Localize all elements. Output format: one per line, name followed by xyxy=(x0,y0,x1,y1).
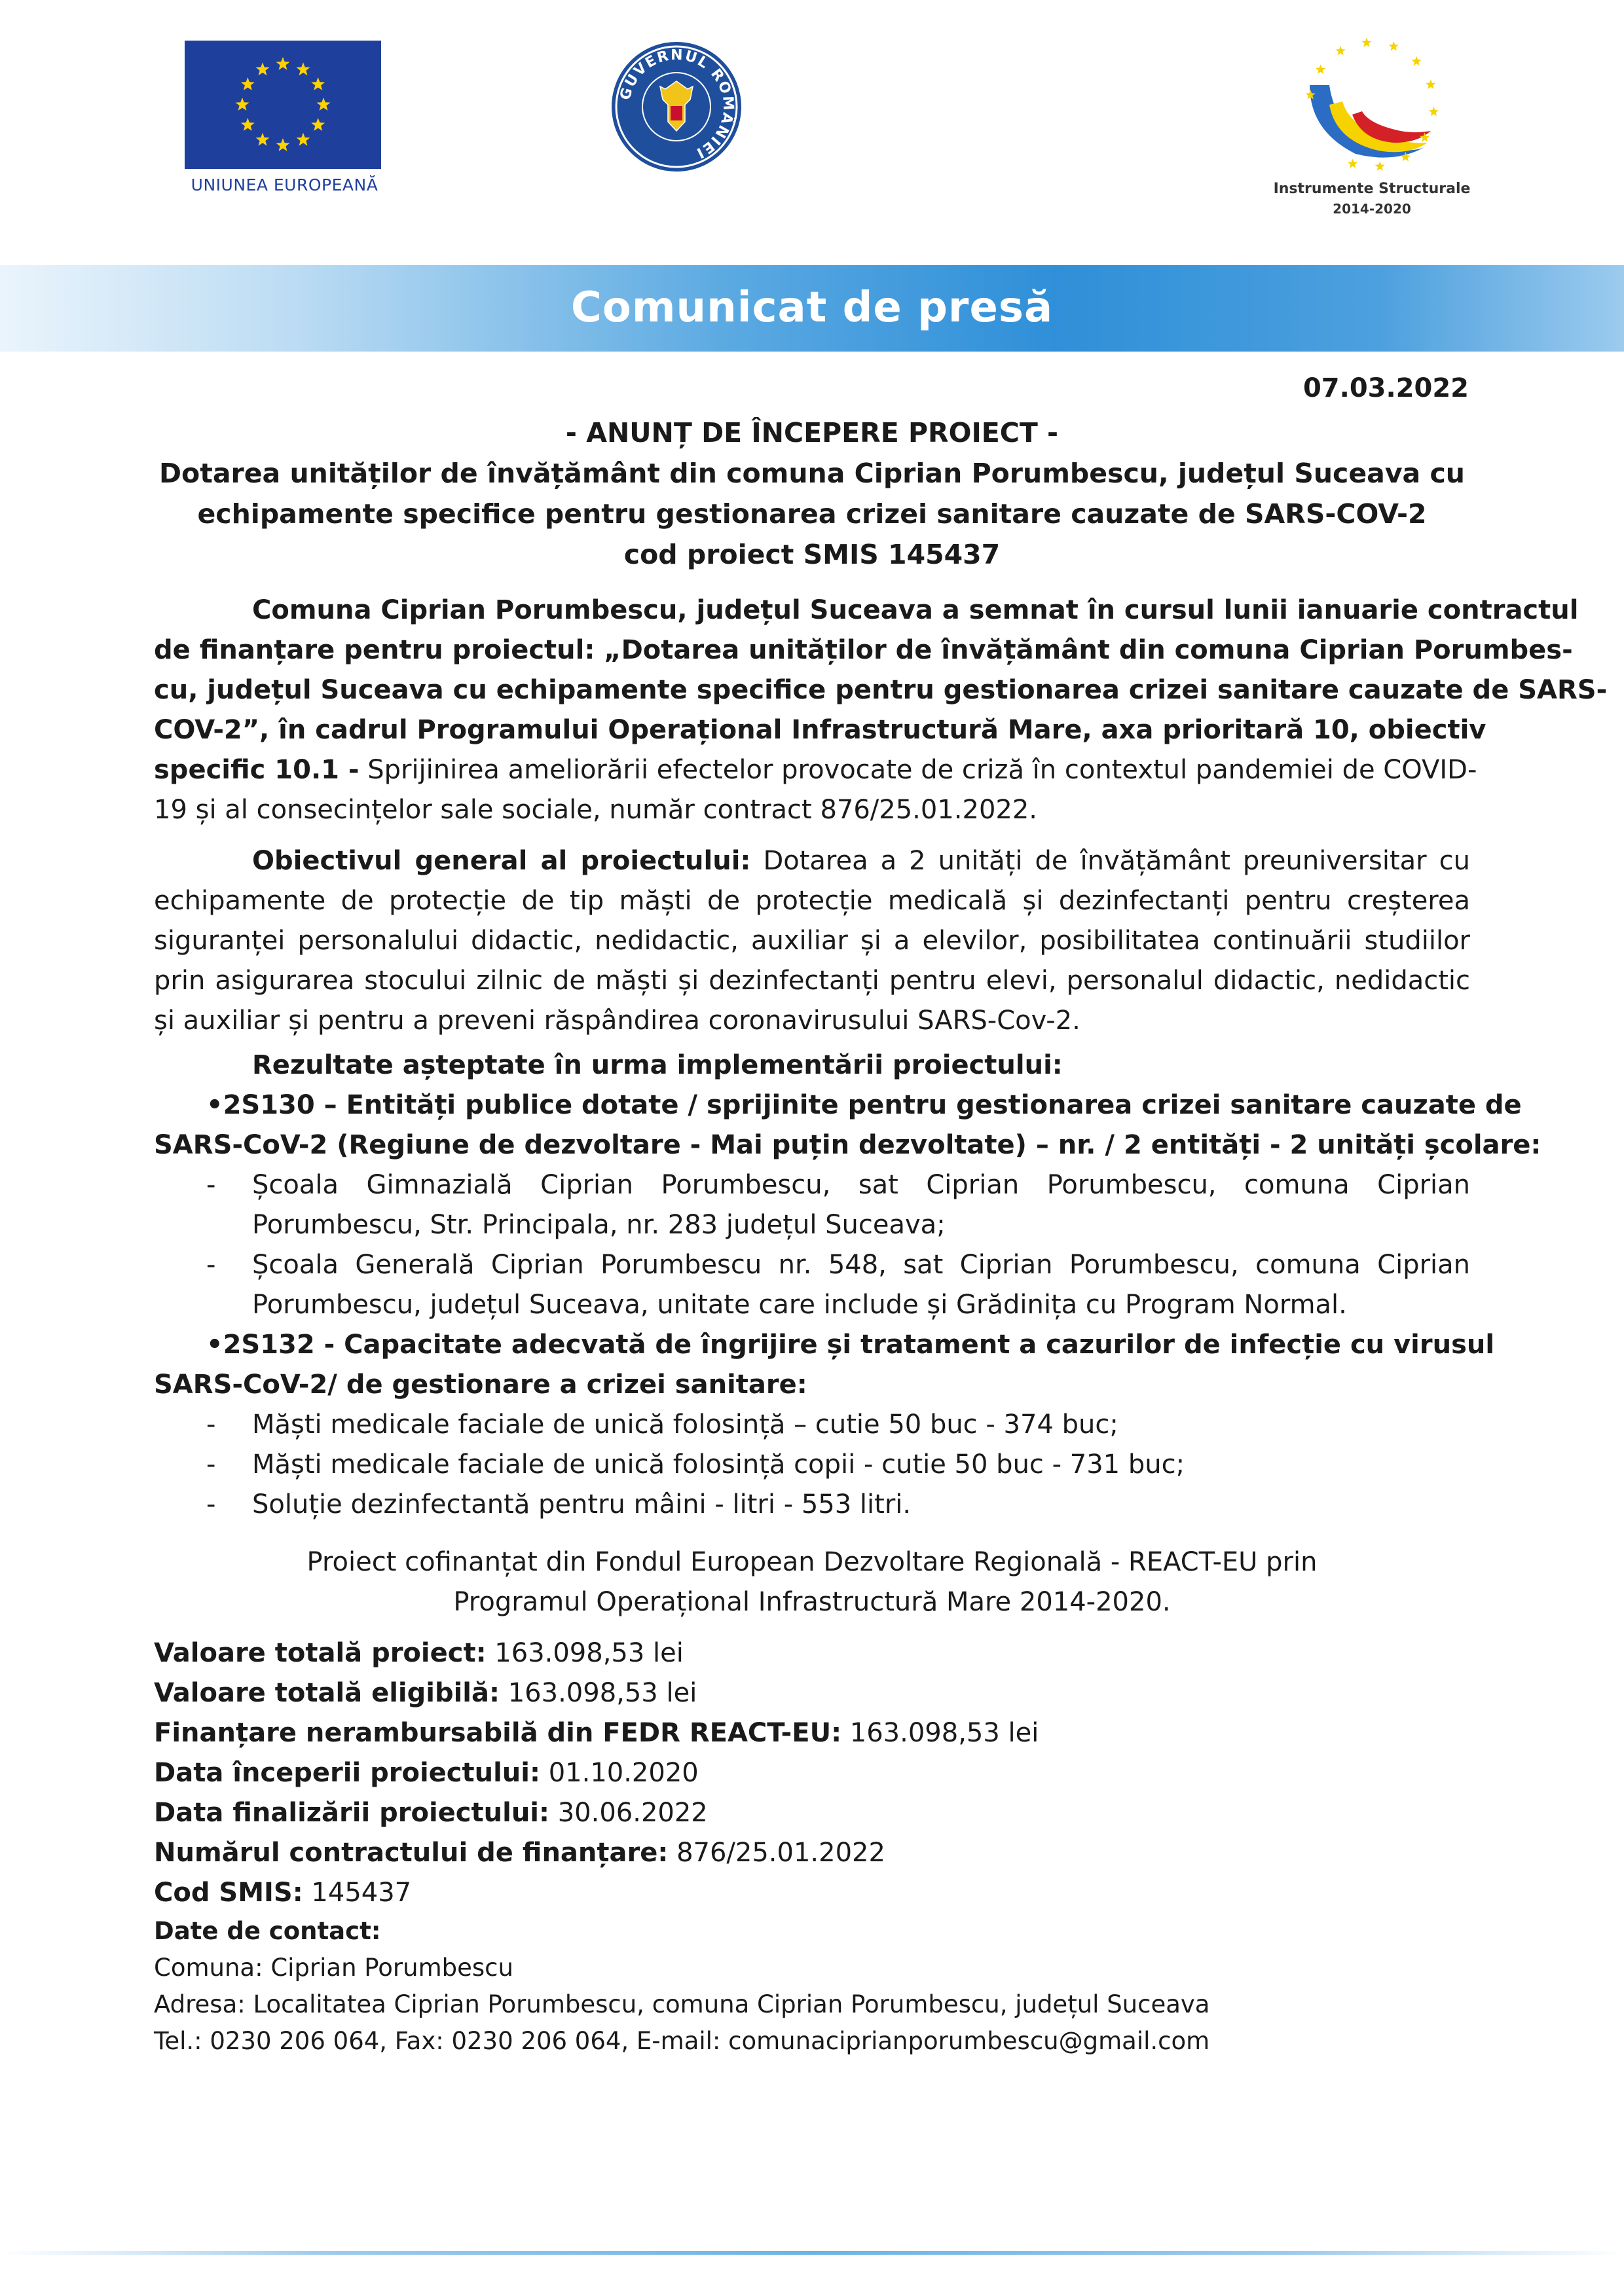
text-line: de finanțare pentru proiectul: „Dotarea unităților de învățământ din comuna Ciprian Porumbes- xyxy=(154,635,1573,665)
text-line: COV-2”, în cadrul Programului Operațional Infrastructură Mare, axa prioritară 10, obiectiv xyxy=(154,715,1486,745)
text-line: cu, județul Suceava cu echipamente specifice pentru gestionarea crizei sanitare cauzate de SARS- xyxy=(154,675,1608,705)
is-star-icon xyxy=(1426,79,1435,88)
detail-row-start: Data începerii proiectului: 01.10.2020 xyxy=(154,1758,699,1788)
bullet-icon: • xyxy=(206,1330,223,1360)
cofinance-line-2: Programul Operațional Infrastructură Mare 2014-2020. xyxy=(453,1587,1171,1617)
heading-line-3: echipamente specifice pentru gestionarea crizei sanitare cauzate de SARS-COV-2 xyxy=(197,498,1427,530)
contact-title: Date de contact: xyxy=(154,1917,381,1945)
announcement-heading xyxy=(154,412,1470,575)
text-line: prin asigurarea stocului zilnic de măști și dezinfectanți pentru elevi, personalul didactic, nedidactic xyxy=(154,966,1470,996)
result-bullet: • 2S132 - Capacitate adecvată de îngrijire și tratament a cazurilor de infecție cu virusul xyxy=(154,1325,1470,1365)
eu-star-icon xyxy=(236,98,249,111)
government-of-romania-logo xyxy=(610,41,743,173)
contact-details xyxy=(154,1913,1470,2060)
is-caption-line1: Instrumente Structurale xyxy=(1273,181,1471,197)
results-title: Rezultate așteptate în urma implementării proiectului: xyxy=(252,1050,1063,1080)
text-line: și auxiliar și pentru a preveni răspândirea coronavirusului SARS-Cov-2. xyxy=(154,1006,1080,1036)
cofinance-line-1: Proiect cofinanțat din Fondul European Dezvoltare Regională - REACT-EU prin xyxy=(306,1547,1318,1577)
list-item: - Măști medicale faciale de unică folosință – cutie 50 buc - 374 buc; xyxy=(154,1405,1470,1445)
contact-address: Adresa: Localitatea Ciprian Porumbescu, comuna Ciprian Porumbescu, județul Suceava xyxy=(154,1990,1210,2018)
dash-marker: - xyxy=(206,1489,216,1520)
eu-star-icon xyxy=(276,57,290,70)
detail-row-contract: Numărul contractului de finanțare: 876/25.01.2022 xyxy=(154,1838,885,1868)
eu-star-icon xyxy=(241,77,255,90)
eu-star-icon xyxy=(276,138,290,151)
structural-instruments-logo xyxy=(1264,33,1480,219)
eu-star-icon xyxy=(317,98,331,111)
dash-marker: - xyxy=(206,1410,216,1440)
result-bullet: • 2S130 – Entități publice dotate / sprijinite pentru gestionarea crizei sanitare cauzate de xyxy=(154,1085,1470,1125)
text-line: Comuna Ciprian Porumbescu, județul Suceava a semnat în cursul lunii ianuarie contractul xyxy=(252,595,1579,625)
is-star-icon xyxy=(1429,107,1439,116)
text-line: siguranței personalului didactic, nedidactic, auxiliar și a elevilor, posibilitatea continuării studiilor xyxy=(154,926,1470,956)
is-star-icon xyxy=(1389,41,1399,50)
text-line: 19 și al consecințelor sale sociale, număr contract 876/25.01.2022. xyxy=(154,795,1038,825)
structural-instruments-icon xyxy=(1264,33,1480,177)
text-line: Obiectivul general al proiectului: Dotarea a 2 unități de învățământ preuniversitar cu xyxy=(252,846,1470,876)
text-line: SARS-CoV-2 (Regiune de dezvoltare - Mai puțin dezvoltate) – nr. / 2 entități - 2 unități școlare: xyxy=(154,1130,1541,1160)
heading-line-1: - ANUNȚ DE ÎNCEPERE PROIECT - xyxy=(565,417,1059,448)
detail-row-eligible: Valoare totală eligibilă: 163.098,53 lei xyxy=(154,1678,697,1708)
detail-row-grant: Finanțare nerambursabilă din FEDR REACT-EU: 163.098,53 lei xyxy=(154,1718,1039,1748)
heading-line-4: cod proiect SMIS 145437 xyxy=(623,539,1001,570)
is-caption-line2: 2014-2020 xyxy=(1333,201,1411,217)
project-details xyxy=(154,1633,1470,1913)
eu-star-icon xyxy=(311,77,325,90)
eu-star-icon xyxy=(241,118,255,131)
eu-star-icon xyxy=(297,133,310,146)
cofinance-note xyxy=(154,1542,1470,1622)
eu-star-icon xyxy=(311,118,325,131)
dash-marker: - xyxy=(206,1170,216,1200)
eu-star-icon xyxy=(297,62,310,75)
dash-marker: - xyxy=(206,1250,216,1280)
dash-marker: - xyxy=(206,1449,216,1480)
detail-row-total: Valoare totală proiect: 163.098,53 lei xyxy=(154,1638,684,1668)
eu-logo xyxy=(185,41,384,194)
contact-phone: Tel.: 0230 206 064, Fax: 0230 206 064, E-mail: comunaciprianporumbescu@gmail.com xyxy=(154,2027,1210,2055)
detail-row-end: Data finalizării proiectului: 30.06.2022 xyxy=(154,1798,708,1828)
footer-divider xyxy=(0,2251,1624,2255)
heading-line-2: Dotarea unităților de învățământ din comuna Ciprian Porumbescu, județul Suceava cu xyxy=(159,458,1465,489)
eu-caption: UNIUNEA EUROPEANĂ xyxy=(191,175,378,194)
eu-star-icon xyxy=(256,62,270,75)
is-star-icon xyxy=(1316,64,1325,73)
press-release-banner xyxy=(0,265,1624,352)
eu-flag-icon xyxy=(185,41,381,169)
contact-commune: Comuna: Ciprian Porumbescu xyxy=(154,1954,513,1982)
expected-results xyxy=(154,1046,1541,1525)
is-star-icon xyxy=(1412,56,1422,65)
is-star-icon xyxy=(1375,161,1385,170)
svg-text:GUVERNUL ROMÂNIEI: GUVERNUL ROMÂNIEI xyxy=(617,46,737,162)
intro-paragraph xyxy=(154,591,1608,830)
is-star-icon xyxy=(1361,37,1371,46)
text-line: specific 10.1 - Sprijinirea ameliorării efectelor provocate de criză în contextul pandemiei de COVID- xyxy=(154,755,1477,785)
list-item: - Școala Generală Ciprian Porumbescu nr. 548, sat Ciprian Porumbescu, comuna Ciprian Porumbescu, județul Suceava, unitate care include și Grădinița cu Program Normal. xyxy=(154,1245,1470,1325)
release-date: 07.03.2022 xyxy=(1302,373,1469,403)
detail-row-smis: Cod SMIS: 145437 xyxy=(154,1878,412,1908)
text-line: echipamente de protecție de tip măști de protecție medicală și dezinfectanți pentru creșterea xyxy=(154,886,1470,916)
eu-star-icon xyxy=(256,133,270,146)
objective-paragraph xyxy=(154,841,1470,1041)
list-item: - Măști medicale faciale de unică folosință copii - cutie 50 buc - 731 buc; xyxy=(154,1445,1470,1485)
banner-title: Comunicat de presă xyxy=(570,283,1054,332)
is-star-icon xyxy=(1336,46,1346,55)
is-star-icon xyxy=(1348,158,1357,168)
bullet-icon: • xyxy=(206,1090,223,1120)
list-item: - Școala Gimnazială Ciprian Porumbescu, sat Ciprian Porumbescu, comuna Ciprian Porumbescu, Str. Principala, nr. 283 județul Suceava; xyxy=(154,1165,1470,1245)
list-item: - Soluție dezinfectantă pentru mâini - litri - 553 litri. xyxy=(154,1485,1470,1525)
text-line: SARS-CoV-2/ de gestionare a crizei sanitare: xyxy=(154,1370,807,1400)
